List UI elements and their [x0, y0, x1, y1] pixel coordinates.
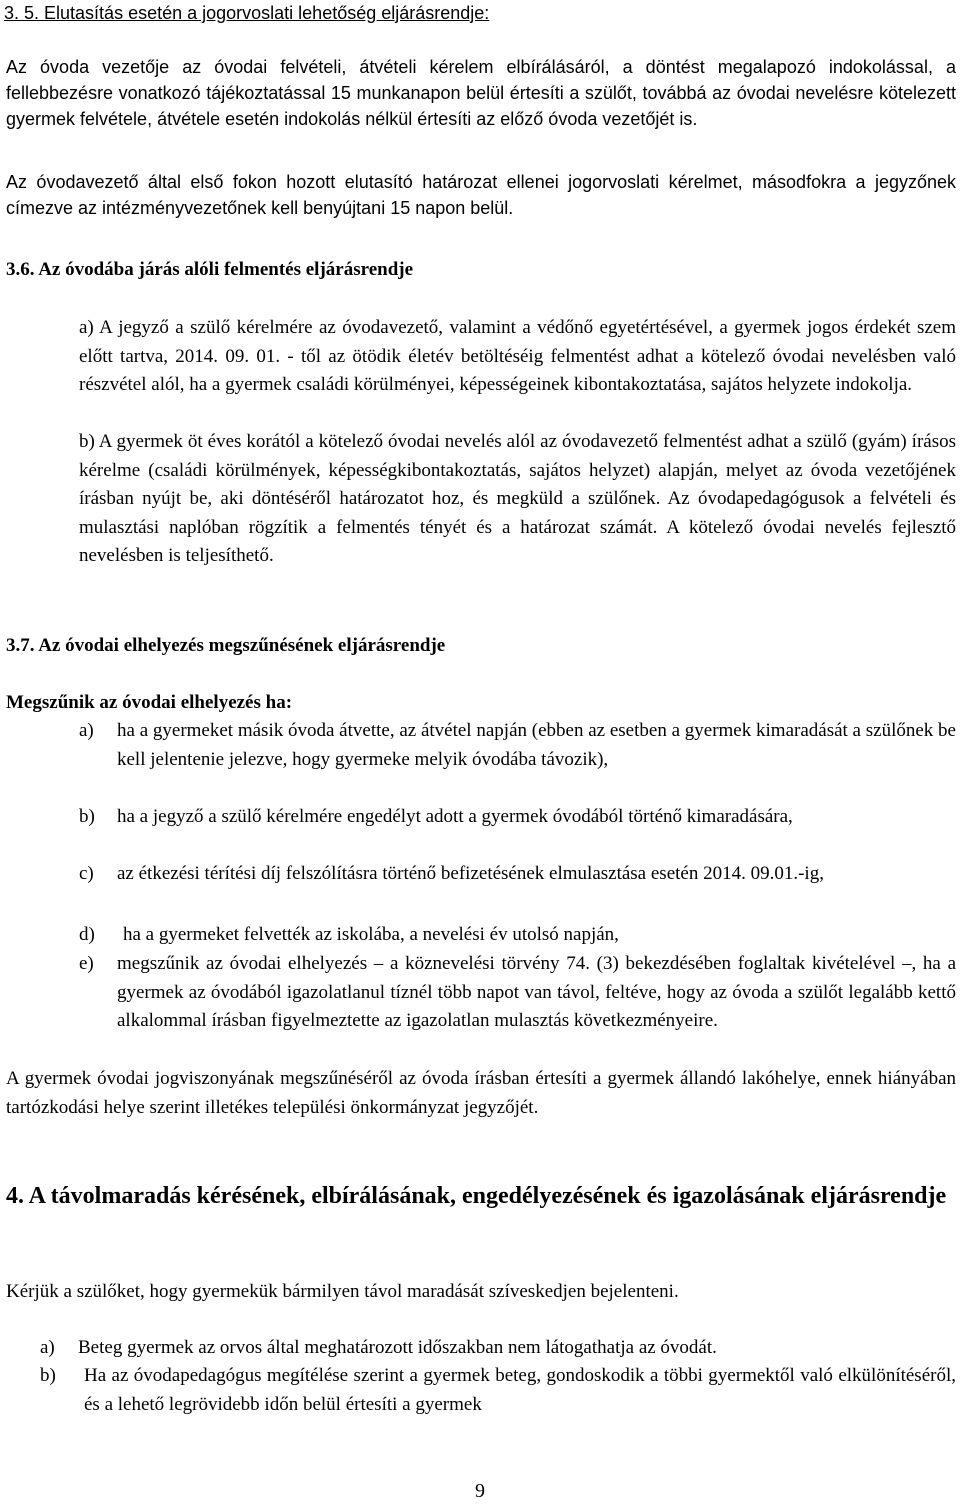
- section-3-6-item-b: [79, 428, 956, 571]
- section-4-heading: 4. A távolmaradás kérésének, elbírálásának, engedélyezésének és igazolásának eljárásrendje: [6, 1183, 947, 1209]
- item-label: b): [79, 806, 95, 827]
- item-text: az étkezési térítési díj felszólításra történő befizetésének elmulasztása esetén 2014. 09.01.-ig,: [117, 863, 824, 884]
- item-text: megszűnik az óvodai elhelyezés – a köznevelési törvény 74. (3) bekezdésében foglaltak kivételével –, ha a gyermek az óvodából igazolatlanul tíznél több napot van távol, feltéve, hogy az óvoda a szülőt legalább kettő alkalommal írásban figyelmeztette az igazolatlan mulasztás következményeire.: [117, 953, 956, 1031]
- section-3-5-paragraph-1: Az óvoda vezetője az óvodai felvételi, átvételi kérelem elbírálásáról, a döntést megalapozó indokolással, a fellebbezésre vonatkozó tájékoztatással 15 munkanapon belül értesíti a szülőt, továbbá az óvodai nevelésre kötelezett gyermek felvétele, átvétele esetén indokolás nélkül értesíti az előző óvoda vezetőjét is.: [6, 57, 956, 129]
- item-text: Ha az óvodapedagógus megítélése szerint a gyermek beteg, gondoskodik a többi gyermektől való elkülönítéséről, és a lehető legrövidebb időn belül értesíti a gyermek: [84, 1365, 956, 1415]
- item-text: ha a gyermeket másik óvoda átvette, az átvétel napján (ebben az esetben a gyermek kimaradását a szülőnek be kell jelentenie jelezve, hogy gyermeke melyik óvodába távozik),: [117, 720, 956, 770]
- section-4-item-b: [40, 1362, 956, 1419]
- section-3-5-paragraph-2: Az óvodavezető által első fokon hozott elutasító határozat ellenei jogorvoslati kérelmet, másodfokra a jegyzőnek címezve az intézményvezetőnek kell benyújtani 15 napon belül.: [6, 172, 956, 218]
- item-text: ha a jegyző a szülő kérelmére engedélyt adott a gyermek óvodából történő kimaradására,: [117, 806, 793, 827]
- item-text: A gyermek öt éves korától a kötelező óvodai nevelés alól az óvodavezető felmentést adhat a szülő (gyám) írásos kérelme (családi körülmények, képességkibontakoztatás, sajátos helyzet) alapján, melyet az óvoda vezetőjének írásban nyújt be, aki döntéséről határozatot hoz, és megküld a szülőnek. Az óvodapedagógusok a felvételi és mulasztási naplóban rögzítik a felmentés tényét és a határozat számát. A kötelező óvodai nevelés fejlesztő nevelésben is teljesíthető.: [79, 431, 957, 566]
- section-3-6-item-a: [79, 314, 956, 400]
- page-number: 9: [475, 1480, 485, 1502]
- section-3-7-heading: 3.7. Az óvodai elhelyezés megszűnésének eljárásrendje: [6, 635, 446, 656]
- section-3-5-heading: 3. 5. Elutasítás esetén a jogorvoslati lehetőség eljárásrendje:: [4, 3, 490, 23]
- section-3-7-item-e: [79, 950, 956, 1036]
- section-3-7-item-a: [79, 717, 956, 774]
- section-4-item-a: [40, 1334, 956, 1363]
- item-label: c): [79, 863, 94, 884]
- section-3-7-item-c: [79, 860, 956, 889]
- section-3-7-item-d: [79, 921, 956, 950]
- item-text: ha a gyermeket felvették az iskolába, a nevelési év utolsó napján,: [123, 924, 619, 945]
- section-3-7-closing: A gyermek óvodai jogviszonyának megszűnéséről az óvoda írásban értesíti a gyermek állandó lakóhelye, ennek hiányában tartózkodási helye szerint illetékes települési önkormányzat jegyzőjét.: [6, 1068, 956, 1118]
- item-label: a): [79, 720, 94, 741]
- item-label: d): [79, 924, 95, 945]
- section-3-7-item-b: [79, 803, 956, 832]
- item-label: a): [79, 317, 94, 338]
- item-label: e): [79, 953, 94, 974]
- section-3-6-heading: 3.6. Az óvodába járás alóli felmentés eljárásrendje: [6, 259, 414, 280]
- section-4-intro: Kérjük a szülőket, hogy gyermekük bármilyen távol maradását szíveskedjen bejelenteni.: [6, 1281, 679, 1302]
- item-label: b): [40, 1365, 56, 1386]
- section-3-7-subheading: Megszűnik az óvodai elhelyezés ha:: [6, 692, 293, 713]
- item-text: Beteg gyermek az orvos által meghatározott időszakban nem látogathatja az óvodát.: [78, 1337, 717, 1358]
- item-label: a): [40, 1337, 55, 1358]
- item-text: A jegyző a szülő kérelmére az óvodavezető, valamint a védőnő egyetértésével, a gyermek jogos érdekét szem előtt tartva, 2014. 09. 01. - től az ötödik életév betöltéséig felmentést adhat a kötelező óvodai nevelésben való részvétel alól, ha a gyermek családi körülményei, képességeinek kibontakoztatása, sajátos helyzete indokolja.: [79, 317, 956, 395]
- item-label: b): [79, 431, 95, 452]
